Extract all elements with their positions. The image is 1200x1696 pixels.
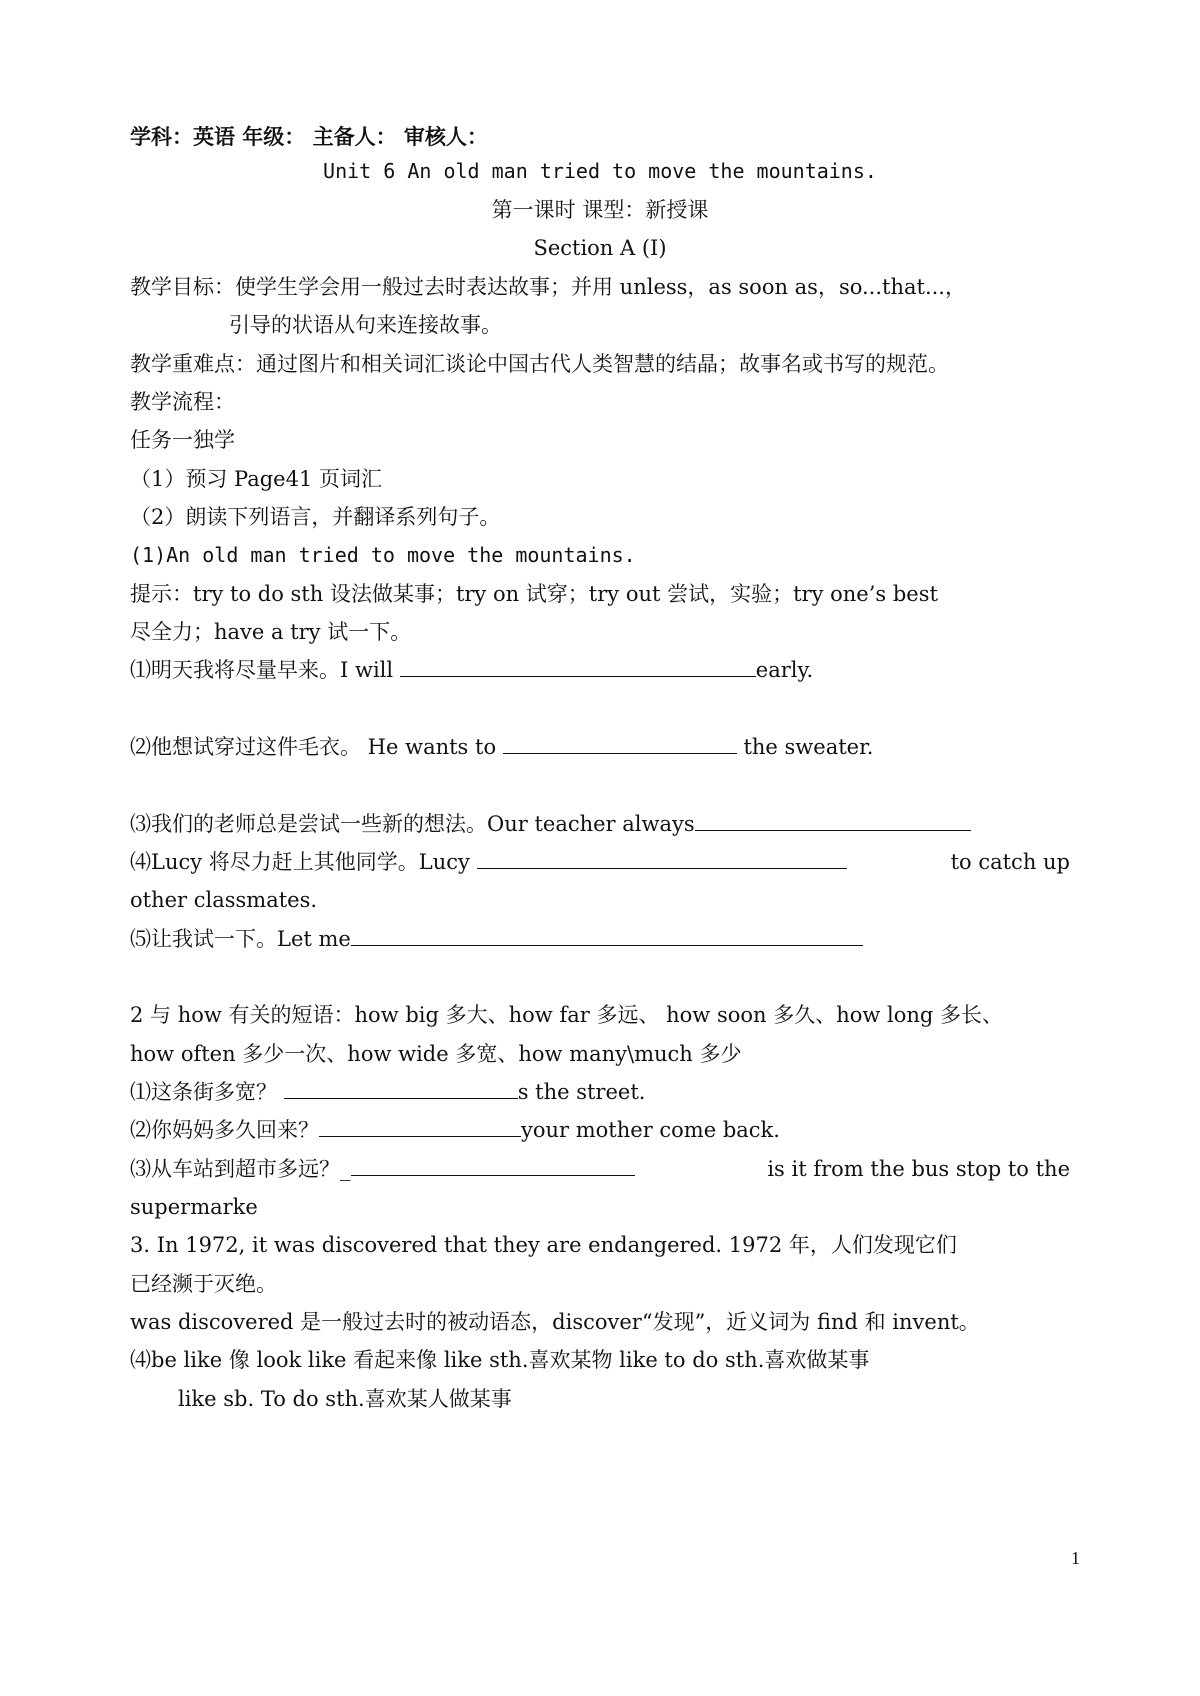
hint-line1: 提示：try to do sth 设法做某事；try on 试穿；try out 尝试，实验；try one’s best xyxy=(130,582,938,606)
document-meta-line: 学科：英语 年级： 主备人： 审核人： xyxy=(130,124,488,149)
page-number: 1 xyxy=(1071,1548,1080,1568)
section-label: Section A (I) xyxy=(533,236,667,260)
answer-blank[interactable] xyxy=(477,848,847,869)
exercise-prompt: ⑵他想试穿过这件毛衣。 He wants to xyxy=(130,735,503,759)
exercise-prompt: ⑵你妈妈多久回来？ xyxy=(130,1118,319,1142)
answer-blank[interactable] xyxy=(503,733,737,754)
exercise-continuation: other classmates. xyxy=(130,888,318,912)
exercise-prompt: ⑷Lucy 将尽力赶上其他同学。Lucy xyxy=(130,850,477,874)
document-title: Unit 6 An old man tried to move the mountains. xyxy=(323,159,877,183)
task-heading: 任务一独学 xyxy=(130,428,235,452)
teaching-goal-line2: 引导的状语从句来连接故事。 xyxy=(229,313,502,337)
exercise-prompt: ⑶我们的老师总是尝试一些新的想法。Our teacher always xyxy=(130,812,695,836)
exercise-row xyxy=(130,1155,1070,1183)
how-phrases-line1: 2 与 how 有关的短语：how big 多大、how far 多远、 how soon 多久、how long 多长、 xyxy=(130,1003,1004,1027)
exercise-suffix: your mother come back. xyxy=(521,1118,780,1142)
exercise-suffix: early. xyxy=(755,658,814,682)
exercise-suffix: to catch up xyxy=(950,850,1070,874)
sentence-1: (1)An old man tried to move the mountains. xyxy=(130,543,636,567)
answer-blank[interactable] xyxy=(695,810,971,831)
answer-blank[interactable] xyxy=(319,1116,521,1137)
hint-line2: 尽全力；have a try 试一下。 xyxy=(130,620,412,644)
exercise-continuation: supermarke xyxy=(130,1195,258,1219)
step-read-translate: （2）朗读下列语言，并翻译系列句子。 xyxy=(130,505,501,529)
exercise-row xyxy=(130,925,1070,953)
exercise-row xyxy=(130,733,1070,761)
answer-blank[interactable] xyxy=(351,925,863,946)
step-preview: （1）预习 Page41 页词汇 xyxy=(130,467,383,491)
exercise-prompt: ⑶从车站到超市多远？_ xyxy=(130,1157,351,1181)
exercise-prompt: ⑴明天我将尽量早来。I will xyxy=(130,658,400,682)
exercise-row xyxy=(130,656,1070,684)
exercise-row xyxy=(130,1116,1070,1144)
answer-blank[interactable] xyxy=(400,656,756,677)
key-points: 教学重难点：通过图片和相关词汇谈论中国古代人类智慧的结晶；故事名或书写的规范。 xyxy=(130,352,949,376)
exercise-row xyxy=(130,848,1070,876)
part3-line1: 3. In 1972, it was discovered that they are endangered. 1972 年，人们发现它们 xyxy=(130,1233,957,1257)
exercise-row xyxy=(130,810,1070,838)
exercise-suffix: the sweater. xyxy=(736,735,874,759)
part3-line4: ⑷be like 像 look like 看起来像 like sth.喜欢某物 like to do sth.喜欢做某事 xyxy=(130,1348,870,1372)
answer-blank[interactable] xyxy=(284,1078,518,1099)
part3-line3: was discovered 是一般过去时的被动语态，discover“发现”，近义词为 find 和 invent。 xyxy=(130,1310,980,1334)
part3-line5: like sb. To do sth.喜欢某人做某事 xyxy=(178,1387,512,1411)
lesson-info: 第一课时 课型：新授课 xyxy=(491,198,709,222)
teaching-process-label: 教学流程： xyxy=(130,390,235,414)
answer-blank[interactable] xyxy=(351,1155,635,1176)
exercise-suffix: is it from the bus stop to the xyxy=(767,1157,1070,1181)
how-phrases-line2: how often 多少一次、how wide 多宽、how many\much 多少 xyxy=(130,1042,742,1066)
exercise-prompt: ⑴这条街多宽？ xyxy=(130,1080,284,1104)
exercise-prompt: ⑸让我试一下。Let me xyxy=(130,927,351,951)
teaching-goal-line1: 教学目标：使学生学会用一般过去时表达故事；并用 unless，as soon as，so...that...， xyxy=(130,275,966,299)
exercise-row xyxy=(130,1078,1070,1106)
exercise-suffix: s the street. xyxy=(517,1080,646,1104)
part3-line2: 已经濒于灭绝。 xyxy=(130,1272,277,1296)
